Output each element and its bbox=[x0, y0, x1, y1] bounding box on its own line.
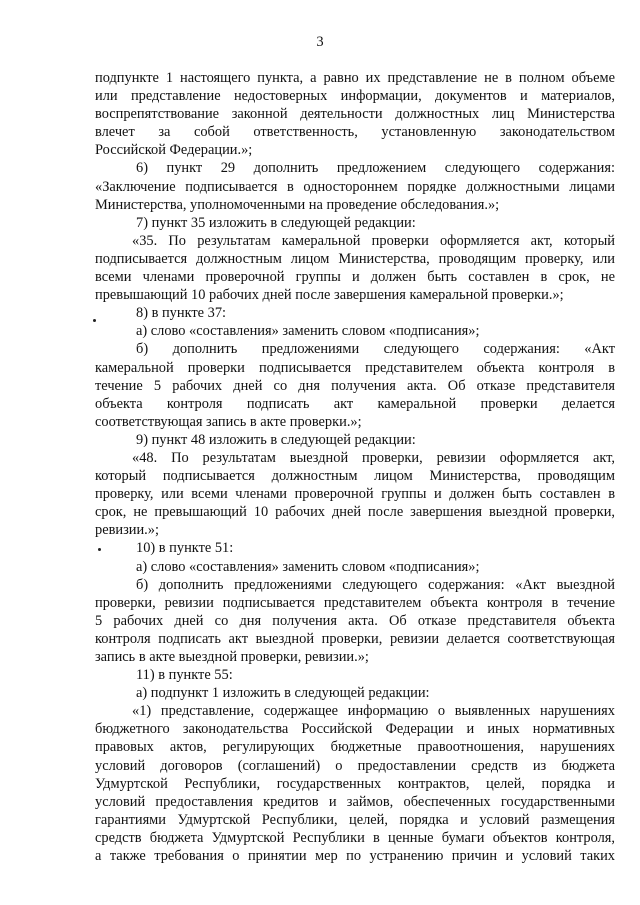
text-line: условий договоров (соглашений) о предоставлении средств из бюджета bbox=[95, 757, 615, 774]
text-line: 11) в пункте 55: bbox=[136, 667, 233, 684]
text-line: «35. По результатам камеральной проверки оформляется акт, который bbox=[132, 232, 615, 249]
text-line: условий предоставления кредитов и займов, обеспеченных государственными bbox=[95, 793, 615, 810]
text-line: подпункте 1 настоящего пункта, а равно их представление не в полном объеме bbox=[95, 70, 615, 86]
text-line: запись в акте выездной проверки, ревизии.»; bbox=[95, 649, 369, 665]
text-line: подписывается должностным лицом Министерства, проводящим проверку, или bbox=[95, 250, 615, 267]
text-line: превышающий 10 рабочих дней после завершения камеральной проверки.»; bbox=[95, 287, 564, 304]
text-line: б) дополнить предложениями следующего содержания: «Акт bbox=[136, 341, 615, 358]
text-line: контроля подписать акт выездной проверки, ревизии делается соответствующая bbox=[95, 630, 615, 647]
text-line: 9) пункт 48 изложить в следующей редакции: bbox=[136, 431, 416, 448]
text-line: 5 рабочих дней со дня получения акта. Об отказе представителя объекта bbox=[95, 612, 615, 629]
text-line: а также требования о принятии мер по устранению причин и условий таких bbox=[95, 848, 615, 865]
text-line: объекта контроля подписать акт камеральной проверки делается bbox=[95, 395, 615, 412]
text-line: срок, не превышающий 10 рабочих дней после завершения выездной проверки, bbox=[95, 504, 615, 521]
text-line: проверки, ревизии подписывается представителем объекта контроля в течение bbox=[95, 594, 615, 611]
text-line: ревизии.»; bbox=[95, 522, 159, 539]
text-line: камеральной проверки подписывается представителем объекта контроля в bbox=[95, 359, 615, 376]
text-line: проверку, или всеми членами проверочной группы и должен быть составлен в bbox=[95, 486, 615, 503]
text-line: Удмуртской Республики, государственных контрактов, целей, порядка и bbox=[95, 775, 615, 792]
document-body bbox=[95, 69, 615, 865]
text-line: 7) пункт 35 изложить в следующей редакции: bbox=[136, 214, 416, 231]
text-line: который подписывается должностным лицом Министерства, проводящим bbox=[95, 468, 615, 485]
text-line: бюджетного законодательства Российской Федерации и иных нормативных bbox=[95, 721, 615, 738]
text-line: 10) в пункте 51: bbox=[136, 540, 234, 557]
page-number: 3 bbox=[316, 34, 324, 50]
text-line: средств бюджета Удмуртской Республики в ценные бумаги объектов контроля, bbox=[95, 829, 615, 846]
text-line: воспрепятствование законной деятельности должностных лиц Министерства bbox=[95, 106, 615, 123]
text-line: 6) пункт 29 дополнить предложением следующего содержания: bbox=[136, 160, 615, 177]
text-line: «1) представление, содержащее информацию о выявленных нарушениях bbox=[132, 703, 615, 720]
text-line: «Заключение подписывается в одностороннем порядке должностными лицами bbox=[95, 178, 615, 195]
text-line: а) подпункт 1 изложить в следующей редакции: bbox=[136, 685, 430, 702]
text-line: а) слово «составления» заменить словом «подписания»; bbox=[136, 558, 480, 575]
text-line: Российской Федерации.»; bbox=[95, 142, 253, 159]
text-line: всеми членами проверочной группы и должен быть составлен в срок, не bbox=[95, 269, 615, 286]
text-line: гарантиями Удмуртской Республики, целей, порядка и условий размещения bbox=[95, 811, 615, 828]
text-line: Министерства, уполномоченными на проведение обследования.»; bbox=[95, 196, 500, 213]
text-line: течение 5 рабочих дней со дня получения акта. Об отказе представителя bbox=[95, 377, 615, 394]
text-line: правовых актов, регулирующих бюджетные правоотношения, нарушениях bbox=[95, 739, 615, 756]
text-line: соответствующая запись в акте проверки.»; bbox=[95, 413, 362, 430]
text-line: влечет за собой ответственность, установленную законодательством bbox=[95, 124, 615, 141]
text-line: а) слово «составления» заменить словом «подписания»; bbox=[136, 323, 480, 340]
text-line: «48. По результатам выездной проверки, ревизии оформляется акт, bbox=[132, 449, 615, 466]
text-line: б) дополнить предложениями следующего содержания: «Акт выездной bbox=[136, 576, 615, 593]
text-line: или представление недостоверных информации, документов и материалов, bbox=[95, 88, 615, 105]
text-line: 8) в пункте 37: bbox=[136, 305, 227, 322]
